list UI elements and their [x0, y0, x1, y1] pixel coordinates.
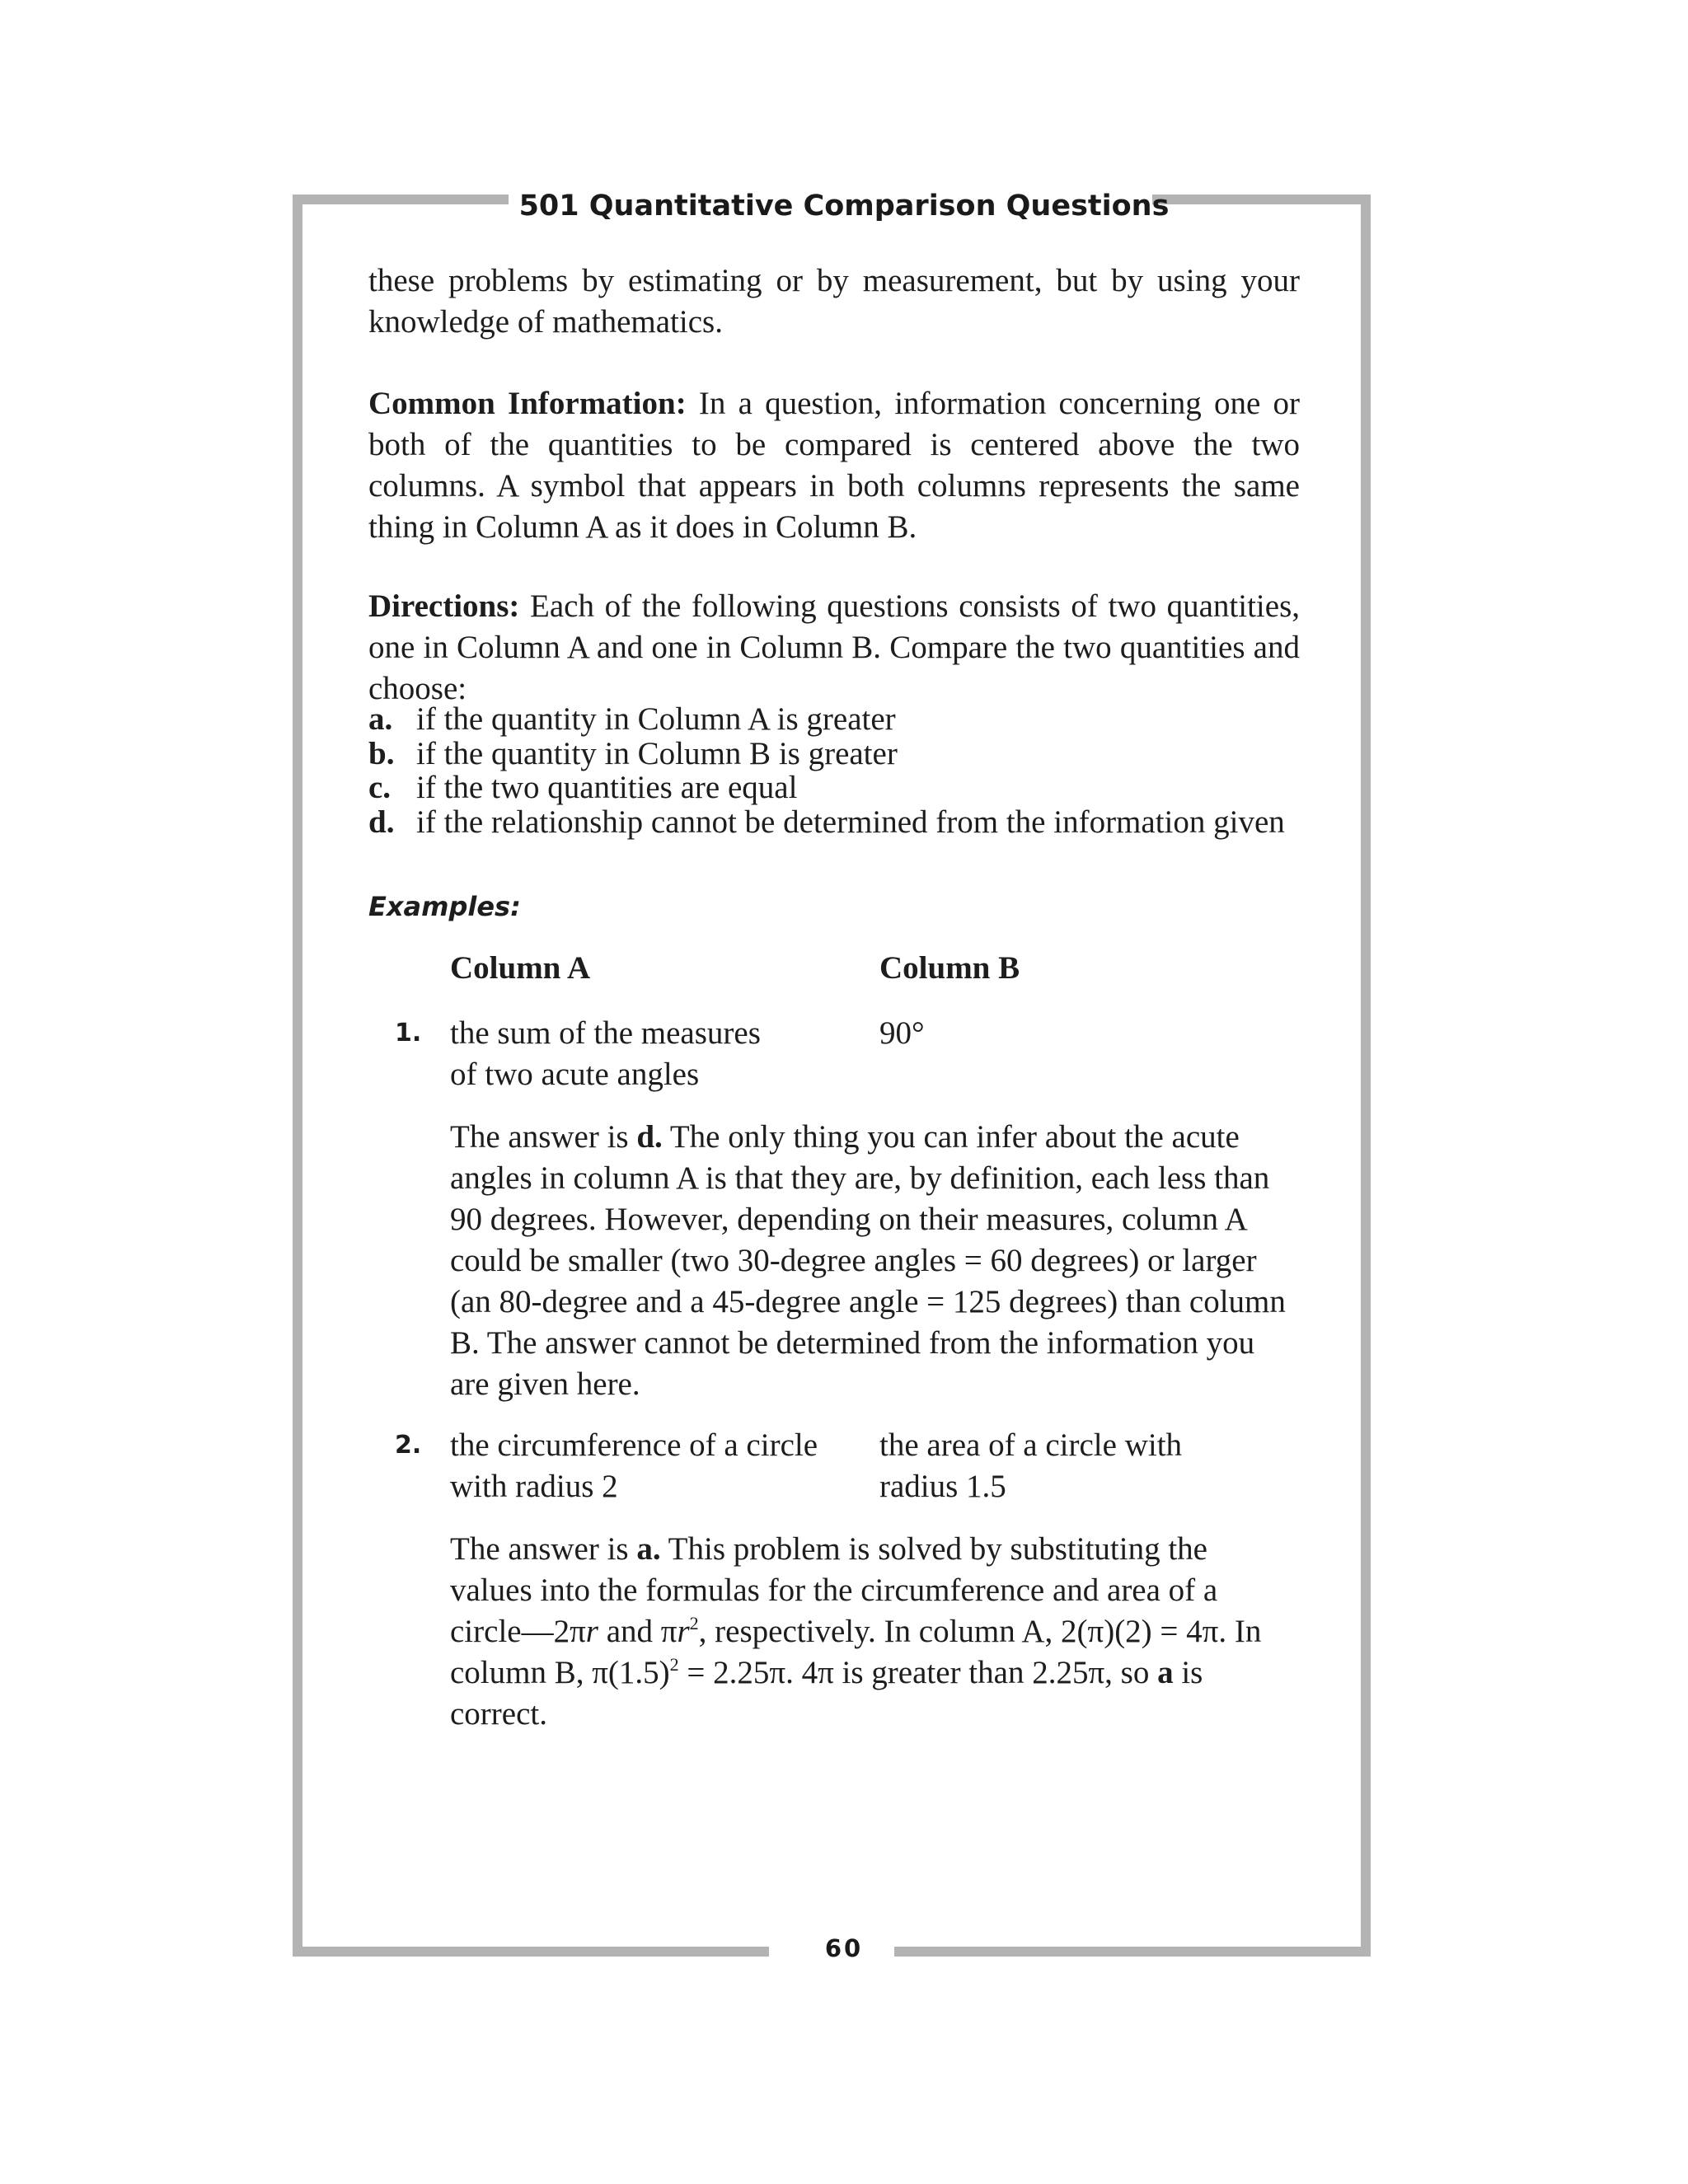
choice-letter: d.: [368, 804, 395, 840]
page-number: 60: [824, 1934, 864, 1962]
running-header: 501 Quantitative Comparison Questions: [518, 190, 1170, 223]
choice-letter: b.: [368, 735, 395, 771]
column-b-heading: Column B: [879, 950, 1020, 986]
answer-prefix: The answer is: [450, 1531, 637, 1567]
example-1-number: 1.: [395, 1019, 422, 1047]
examples-heading: Examples:: [368, 891, 521, 922]
choice-text: if the relationship cannot be determined from the information given: [416, 804, 1285, 840]
exponent: 2: [669, 1654, 679, 1675]
example-2-column-b: [879, 1425, 1182, 1507]
choice-text: if the two quantities are equal: [416, 770, 798, 805]
column-a-line: the circumference of a circle: [450, 1427, 818, 1463]
choice-text: if the quantity in Column A is greater: [416, 701, 896, 737]
directions-label: Directions:: [368, 588, 520, 624]
answer-explanation: , respectively. In column A, 2(π)(2) = 4π. In column B, π(1.5): [450, 1614, 1262, 1690]
choice-text: if the quantity in Column B is greater: [416, 735, 898, 771]
common-information-text: In a question, information concerning one or both of the quantities to be compared is centered above the two columns. A symbol that appears in both columns represents the same thing in Column A as it does in Column B.: [368, 386, 1300, 545]
column-a-heading: Column A: [450, 950, 591, 986]
choice-letter: c.: [368, 770, 392, 805]
answer-prefix: The answer is: [450, 1119, 637, 1155]
answer-choice-a: [368, 702, 1357, 737]
column-a-line: with radius 2: [450, 1469, 618, 1504]
answer-choice-b: [368, 737, 1357, 771]
answer-letter: d.: [636, 1119, 663, 1155]
common-information-paragraph: [368, 383, 1300, 548]
intro-text: these problems by estimating or by measurement, but by using your knowledge of mathematics.: [368, 263, 1300, 340]
answer-explanation: and π: [598, 1614, 678, 1649]
radius-variable: r: [585, 1614, 598, 1649]
column-b-line: radius 1.5: [879, 1469, 1006, 1504]
directions-paragraph: [368, 586, 1300, 710]
directions-text: Each of the following questions consists of two quantities, one in Column A and one in Column B. Compare the two quantities and choose:: [368, 588, 1300, 706]
answer-explanation: This problem is solved by substituting the values into the formulas for the circumference and area of a circle—2π: [450, 1531, 1218, 1649]
common-information-label: Common Information:: [368, 386, 687, 421]
example-2-column-a: [450, 1425, 818, 1507]
answer-choice-d: [368, 805, 1357, 840]
answer-choice-c: [368, 771, 1357, 805]
example-1-column-a: [450, 1013, 761, 1095]
exponent: 2: [689, 1613, 699, 1633]
radius-variable: r: [677, 1614, 690, 1649]
answer-letter-inline: a: [1157, 1655, 1174, 1690]
answer-explanation: = 2.25π. 4π is greater than 2.25π, so: [678, 1655, 1158, 1690]
column-a-line: the sum of the measures: [450, 1015, 761, 1051]
column-b-line: the area of a circle with: [879, 1427, 1183, 1463]
example-1-answer: [450, 1117, 1291, 1405]
example-1-column-b: [879, 1013, 925, 1054]
answer-choices-list: [368, 702, 1357, 839]
answer-letter: a.: [636, 1531, 661, 1567]
intro-paragraph: [368, 260, 1300, 343]
example-2-answer: [450, 1529, 1291, 1735]
column-a-line: of two acute angles: [450, 1057, 700, 1092]
choice-letter: a.: [368, 701, 393, 737]
answer-explanation: The only thing you can infer about the acute angles in column A is that they are, by definition, each less than 90 degrees. However, depending on their measures, column A could be smaller (two 30-degree angles = 60 degrees) or larger (an 80-degree and a 45-degree angle = 125 degrees) than column B. The answer cannot be determined from the information you are given here.: [450, 1119, 1286, 1402]
frame-left: [293, 194, 302, 1957]
column-b-line: 90°: [879, 1015, 925, 1051]
frame-right: [1361, 194, 1371, 1957]
answer-explanation: is correct.: [450, 1655, 1203, 1732]
example-2-number: 2.: [395, 1431, 422, 1460]
